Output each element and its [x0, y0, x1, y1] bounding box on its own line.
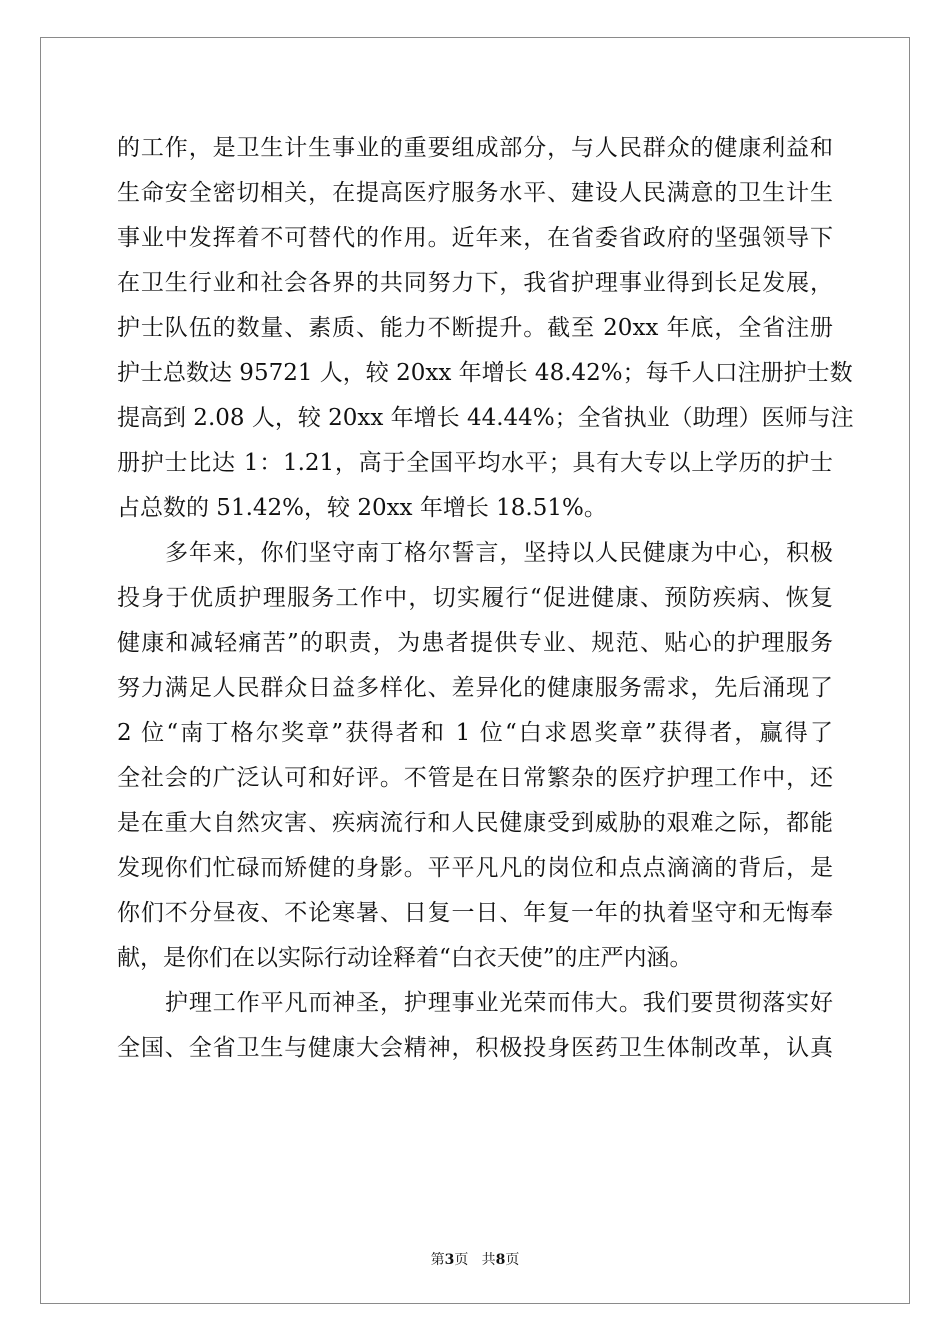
text-line: 全国、全省卫生与健康大会精神，积极投身医药卫生体制改革，认真 — [117, 1035, 833, 1061]
text-line: 投身于优质护理服务工作中，切实履行“促进健康、预防疾病、恢复 — [117, 585, 833, 611]
text-line: 2 位“南丁格尔奖章”获得者和 1 位“白求恩奖章”获得者，赢得了 — [117, 720, 833, 746]
text-line: 护士总数达 95721 人，较 20xx 年增长 48.42%；每千人口注册护士数 — [117, 360, 853, 386]
text-line: 发现你们忙碌而矫健的身影。平平凡凡的岗位和点点滴滴的背后，是 — [117, 855, 833, 881]
text-line: 册护士比达 1：1.21，高于全国平均水平；具有大专以上学历的护士 — [117, 450, 833, 476]
text-line: 提高到 2.08 人，较 20xx 年增长 44.44%；全省执业（助理）医师与注 — [117, 405, 854, 431]
text-line: 全社会的广泛认可和好评。不管是在日常繁杂的医疗护理工作中，还 — [117, 765, 833, 791]
text-line: 生命安全密切相关，在提高医疗服务水平、建设人民满意的卫生计生 — [117, 180, 833, 206]
paragraph-2 — [117, 531, 833, 981]
document-body — [117, 126, 854, 1071]
page-number: 3 — [444, 1252, 455, 1268]
total-pages: 8 — [495, 1252, 506, 1268]
text-line: 健康和减轻痛苦”的职责，为患者提供专业、规范、贴心的护理服务 — [117, 630, 833, 656]
total-suffix: 页 — [505, 1252, 520, 1268]
text-line: 努力满足人民群众日益多样化、差异化的健康服务需求，先后涌现了 — [117, 675, 833, 701]
page-footer — [0, 1249, 950, 1269]
text-line: 护理工作平凡而神圣，护理事业光荣而伟大。我们要贯彻落实好 — [165, 990, 833, 1016]
text-line: 献，是你们在以实际行动诠释着“白衣天使”的庄严内涵。 — [117, 945, 693, 971]
text-line: 多年来，你们坚守南丁格尔誓言，坚持以人民健康为中心，积极 — [165, 540, 833, 566]
text-line: 是在重大自然灾害、疾病流行和人民健康受到威胁的艰难之际，都能 — [117, 810, 833, 836]
text-line: 事业中发挥着不可替代的作用。近年来，在省委省政府的坚强领导下 — [117, 225, 833, 251]
text-line: 你们不分昼夜、不论寒暑、日复一日、年复一年的执着坚守和无悔奉 — [117, 900, 833, 926]
text-line: 的工作，是卫生计生事业的重要组成部分，与人民群众的健康利益和 — [117, 135, 833, 161]
text-line: 在卫生行业和社会各界的共同努力下，我省护理事业得到长足发展， — [117, 270, 833, 296]
total-prefix: 共 — [481, 1252, 496, 1268]
text-line: 护士队伍的数量、素质、能力不断提升。截至 20xx 年底，全省注册 — [117, 315, 833, 341]
paragraph-3 — [117, 981, 833, 1071]
page-suffix: 页 — [454, 1252, 469, 1268]
paragraph-1 — [117, 126, 854, 531]
text-line: 占总数的 51.42%，较 20xx 年增长 18.51%。 — [117, 495, 607, 521]
page-prefix: 第 — [430, 1252, 445, 1268]
